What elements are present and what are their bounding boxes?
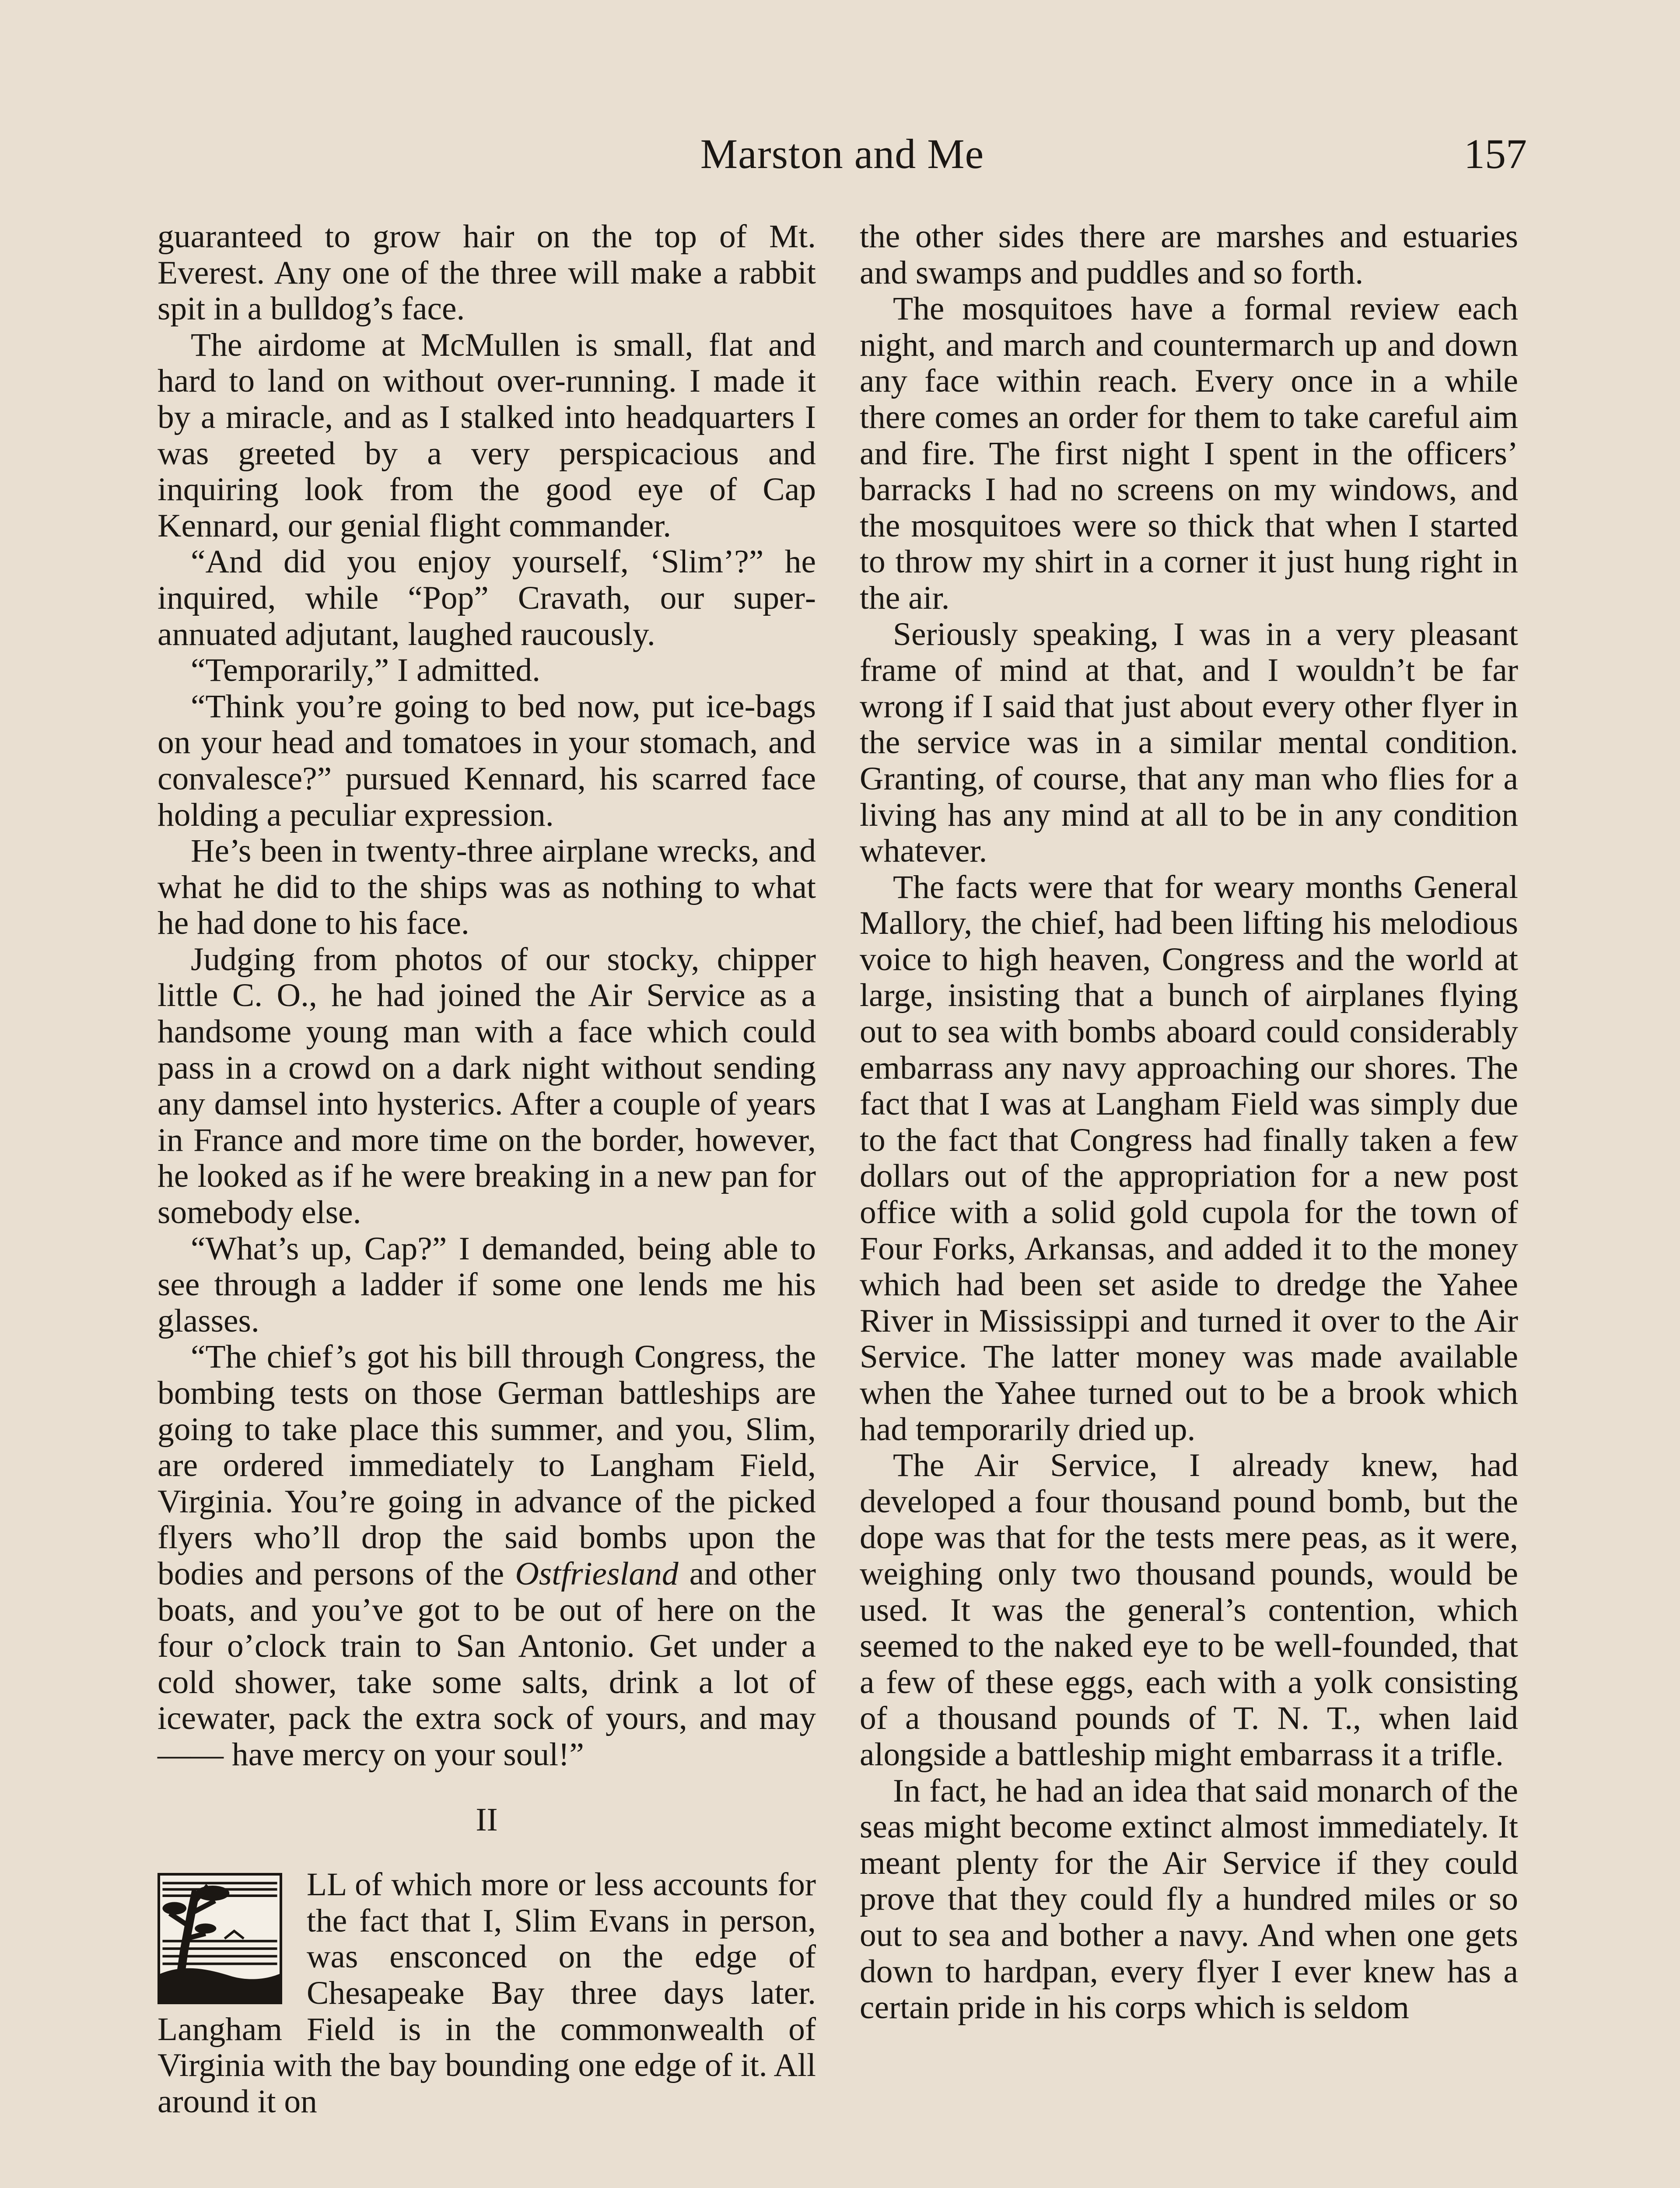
shore-tree-icon (160, 1876, 280, 2002)
paragraph: guaranteed to grow hair on the top of Mt. Everest. Any one of the three will make a rabbit spit in a bulldog’s face. (158, 218, 816, 327)
section-heading: II (476, 1801, 498, 1838)
paragraph: Judging from photos of our stocky, chipper little C. O., he had joined the Air Service as a handsome young man with a face which could pass in a crowd on a dark night without sending any damsel into hysterics. After a couple of years in France and more time on the border, however, he looked as if he were breaking in a new pan for somebody else. (158, 941, 816, 1231)
text-run: “The chief’s got his bill through Congress, the bombing tests on those German battleships are going to take place this summer, and you, Slim, are ordered immediately to Langham Field, Virginia. You’re going in advance of the picked flyers who’ll drop the said bombs upon the bodies and persons of the (158, 1339, 816, 1592)
paragraph: He’s been in twenty-three airplane wrecks, and what he did to the ships was as nothing to what he had done to his face. (158, 833, 816, 942)
paragraph: The mosquitoes have a formal review each night, and march and countermarch up and down any face within reach. Every once in a while there comes an order for them to take careful aim and fire. The first night I spent in the officers’ barracks I had no screens on my windows, and the mosquitoes were so thick that when I started to throw my shirt in a corner it just hung right in the air. (860, 291, 1518, 616)
paragraph: “Temporarily,” I admitted. (191, 652, 541, 689)
running-title: Marston and Me (700, 130, 984, 177)
running-header (158, 128, 1527, 180)
paragraph: In fact, he had an idea that said monarch of the seas might become extinct almost immediately. It meant plenty for the Air Service if they could prove that they could fly a hundred miles or so out to sea and bother a navy. And when one gets down to hardpan, every flyer I ever knew has a certain pride in his corps which is seldom (860, 1772, 1518, 2026)
paragraph: Seriously speaking, I was in a very pleasant frame of mind at that, and I wouldn’t be far wrong if I said that just about every other flyer in the service was in a similar mental condition. Granting, of course, that any man who flies for a living has any mind at all to be in any condition whatever. (860, 616, 1518, 870)
ship-name: Ostfriesland (515, 1555, 679, 1592)
paragraph (158, 1867, 816, 2120)
text-run: LL of which more or less accounts for the fact that I, Slim Evans in person, was ensconced on the edge of Chesapeake Bay three days later. Langham Field is in the commonwealth of Virginia with the bay bounding one edge of it. All around it on (158, 1866, 816, 2120)
paragraph: the other sides there are marshes and estuaries and swamps and puddles and so forth. (860, 218, 1518, 291)
paragraph: “And did you enjoy yourself, ‘Slim’?” he inquired, while “Pop” Cravath, our superannuated adjutant, laughed raucously. (158, 543, 816, 652)
paragraph: “Think you’re going to bed now, put ice-bags on your head and tomatoes in your stomach, and convalesce?” pursued Kennard, his scarred face holding a peculiar expression. (158, 688, 816, 833)
paragraph: The Air Service, I already knew, had developed a four thousand pound bomb, but the dope was that for the tests mere peas, as it were, weighing only two thousand pounds, would be used. It was the general’s contention, which seemed to the naked eye to be well-founded, that a few of these eggs, each with a yolk consisting of a thousand pounds of T. N. T., when laid alongside a battleship might embarrass it a trifle. (860, 1447, 1518, 1773)
paragraph: “What’s up, Cap?” I demanded, being able to see through a ladder if some one lends me his glasses. (158, 1230, 816, 1339)
paragraph: The airdome at McMullen is small, flat and hard to land on without over-running. I made it by a miracle, and as I stalked into headquarters I was greeted by a very perspicacious and inquiring look from the good eye of Cap Kennard, our genial flight commander. (158, 326, 816, 544)
page-number: 157 (1464, 130, 1527, 177)
left-column (158, 219, 816, 2120)
text-run: and other boats, and you’ve got to be out of here on the four o’clock train to San Antonio. Get under a cold shower, take some salts, drink a lot of icewater, pack the extra sock of yours, and may —— have mercy on your soul!” (158, 1555, 816, 1773)
right-column (860, 219, 1518, 2026)
drop-cap-illustration (158, 1873, 282, 2004)
paragraph: The facts were that for weary months General Mallory, the chief, had been lifting his melodious voice to high heaven, Congress and the world at large, insisting that a bunch of airplanes flying out to sea with bombs aboard could considerably embarrass any navy approaching our shores. The fact that I was at Langham Field was simply due to the fact that Congress had finally taken a few dollars out of the appropriation for a new post office with a solid gold cupola for the town of Four Forks, Arkansas, and added it to the money which had been set aside to dredge the Yahee River in Mississippi and turned it over to the Air Service. The latter money was made available when the Yahee turned out to be a brook which had temporarily dried up. (860, 869, 1518, 1448)
paragraph (158, 1339, 816, 1773)
